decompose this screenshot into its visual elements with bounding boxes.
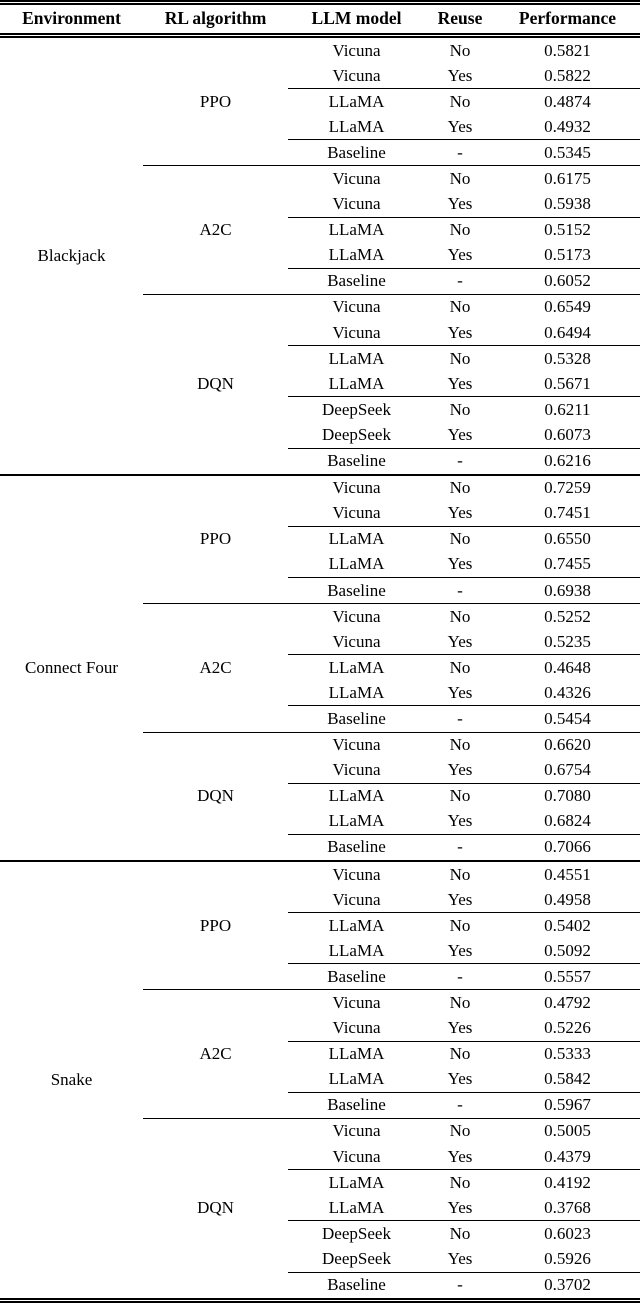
llm-model-cell: LLaMA xyxy=(328,116,385,136)
llm-model-cell: Baseline xyxy=(288,577,425,603)
llm-model-cell: LLaMA xyxy=(288,526,425,552)
llm-model-cell: DeepSeek xyxy=(288,1221,425,1247)
reuse-cell: Yes xyxy=(447,1018,473,1038)
performance-cell: 0.4932 xyxy=(544,116,591,136)
llm-model-cell: Vicuna xyxy=(332,1146,381,1166)
reuse-cell: Yes xyxy=(447,1146,473,1166)
rl-algorithm-cell: A2C xyxy=(143,604,288,732)
performance-cell: 0.6754 xyxy=(544,760,591,780)
reuse-cell: - xyxy=(425,140,495,166)
rl-algorithm-cell: DQN xyxy=(143,732,288,861)
llm-model-cell: LLaMA xyxy=(288,1041,425,1067)
llm-model-cell: Vicuna xyxy=(288,604,425,630)
performance-cell: 0.6620 xyxy=(495,732,640,758)
reuse-cell: Yes xyxy=(447,322,473,342)
llm-model-cell: LLaMA xyxy=(328,245,385,265)
performance-cell: 0.5557 xyxy=(495,964,640,990)
performance-cell: 0.4648 xyxy=(495,655,640,681)
reuse-cell: No xyxy=(425,397,495,423)
performance-cell: 0.7259 xyxy=(495,475,640,501)
performance-cell: 0.7066 xyxy=(495,834,640,861)
performance-cell: 0.5092 xyxy=(544,940,591,960)
reuse-cell: Yes xyxy=(447,1197,473,1217)
performance-cell: 0.6073 xyxy=(544,424,591,444)
performance-cell: 0.5005 xyxy=(495,1118,640,1144)
llm-model-cell: LLaMA xyxy=(288,1170,425,1196)
reuse-cell: Yes xyxy=(447,554,473,574)
reuse-cell: Yes xyxy=(447,811,473,831)
performance-cell: 0.4551 xyxy=(495,861,640,887)
reuse-cell: No xyxy=(425,217,495,243)
llm-model-cell: LLaMA xyxy=(288,783,425,809)
llm-model-cell: Vicuna xyxy=(332,40,381,60)
llm-model-cell: Vicuna xyxy=(288,166,425,192)
environment-cell: Snake xyxy=(0,861,143,1300)
performance-cell: 0.5938 xyxy=(544,194,591,214)
llm-model-cell: Vicuna xyxy=(332,889,381,909)
llm-model-cell: Vicuna xyxy=(288,475,425,501)
performance-cell: 0.4792 xyxy=(495,990,640,1016)
performance-cell: 0.5252 xyxy=(495,604,640,630)
performance-cell: 0.6938 xyxy=(495,577,640,603)
reuse-cell: - xyxy=(425,448,495,475)
header-row xyxy=(0,3,640,36)
llm-model-cell: Vicuna xyxy=(332,322,381,342)
llm-model-cell: Baseline xyxy=(288,706,425,732)
reuse-cell: No xyxy=(425,475,495,501)
performance-cell: 0.5152 xyxy=(495,217,640,243)
col-header-rl-algorithm: RL algorithm xyxy=(143,3,288,36)
reuse-cell: Yes xyxy=(447,245,473,265)
performance-cell: 0.5173 xyxy=(544,245,591,265)
reuse-cell: Yes xyxy=(447,940,473,960)
reuse-cell: - xyxy=(425,964,495,990)
reuse-cell: Yes xyxy=(447,889,473,909)
performance-cell: 0.5967 xyxy=(495,1092,640,1118)
reuse-cell: No xyxy=(425,732,495,758)
reuse-cell: Yes xyxy=(447,116,473,136)
reuse-cell: No xyxy=(425,1221,495,1247)
llm-model-cell: Vicuna xyxy=(332,631,381,651)
performance-cell: 0.4379 xyxy=(544,1146,591,1166)
reuse-cell: No xyxy=(425,1041,495,1067)
llm-model-cell: LLaMA xyxy=(328,940,385,960)
llm-model-cell: Baseline xyxy=(288,1092,425,1118)
performance-cell: 0.5235 xyxy=(544,631,591,651)
reuse-cell: No xyxy=(425,913,495,939)
col-header-environment: Environment xyxy=(0,3,143,36)
rl-algorithm-cell: PPO xyxy=(143,475,288,604)
llm-model-cell: LLaMA xyxy=(328,1069,385,1089)
performance-cell: 0.5454 xyxy=(495,706,640,732)
performance-cell: 0.7080 xyxy=(495,783,640,809)
reuse-cell: No xyxy=(425,783,495,809)
performance-cell: 0.6211 xyxy=(495,397,640,423)
llm-model-cell: Baseline xyxy=(288,268,425,294)
llm-model-cell: Vicuna xyxy=(288,294,425,320)
reuse-cell: No xyxy=(425,89,495,115)
performance-cell: 0.3768 xyxy=(544,1197,591,1217)
rl-algorithm-cell: PPO xyxy=(199,91,232,111)
reuse-cell: - xyxy=(425,706,495,732)
rl-algorithm-cell: PPO xyxy=(143,861,288,990)
performance-cell: 0.7451 xyxy=(544,503,591,523)
performance-cell: 0.7455 xyxy=(544,554,591,574)
rl-algorithm-cell: DQN xyxy=(143,294,288,474)
performance-cell: 0.6023 xyxy=(495,1221,640,1247)
llm-model-cell: Vicuna xyxy=(288,732,425,758)
performance-cell: 0.4192 xyxy=(495,1170,640,1196)
performance-cell: 0.6216 xyxy=(495,448,640,475)
table-row xyxy=(0,475,640,501)
llm-model-cell: LLaMA xyxy=(288,217,425,243)
llm-model-cell: DeepSeek xyxy=(322,424,391,444)
reuse-cell: Yes xyxy=(447,682,473,702)
col-header-llm-model: LLM model xyxy=(288,3,425,36)
performance-cell: 0.3702 xyxy=(495,1272,640,1300)
performance-cell: 0.4874 xyxy=(495,89,640,115)
llm-model-cell: Vicuna xyxy=(332,1018,381,1038)
performance-cell: 0.5926 xyxy=(544,1248,591,1268)
llm-model-cell: Vicuna xyxy=(288,1118,425,1144)
reuse-cell: No xyxy=(425,655,495,681)
llm-model-cell: Baseline xyxy=(288,834,425,861)
llm-model-cell: LLaMA xyxy=(288,655,425,681)
llm-model-cell: Vicuna xyxy=(332,760,381,780)
llm-model-cell: Vicuna xyxy=(288,990,425,1016)
reuse-cell: No xyxy=(425,861,495,887)
performance-cell: 0.5333 xyxy=(495,1041,640,1067)
reuse-cell: Yes xyxy=(447,194,473,214)
reuse-cell: No xyxy=(425,1170,495,1196)
col-header-reuse: Reuse xyxy=(425,3,495,36)
performance-cell: 0.6494 xyxy=(544,322,591,342)
llm-model-cell: LLaMA xyxy=(328,811,385,831)
performance-cell: 0.5402 xyxy=(495,913,640,939)
reuse-cell: No xyxy=(425,294,495,320)
performance-cell: 0.6052 xyxy=(495,268,640,294)
reuse-cell: No xyxy=(425,990,495,1016)
reuse-cell: No xyxy=(425,526,495,552)
reuse-cell: No xyxy=(425,604,495,630)
llm-model-cell: LLaMA xyxy=(328,682,385,702)
performance-cell: 0.6175 xyxy=(495,166,640,192)
performance-cell: 0.5842 xyxy=(544,1069,591,1089)
llm-model-cell: Baseline xyxy=(288,448,425,475)
reuse-cell: Yes xyxy=(447,760,473,780)
reuse-cell: - xyxy=(425,577,495,603)
llm-model-cell: LLaMA xyxy=(288,89,425,115)
table-header xyxy=(0,3,640,36)
rl-algorithm-cell: DQN xyxy=(143,1118,288,1300)
llm-model-cell: Vicuna xyxy=(332,194,381,214)
llm-model-cell: Vicuna xyxy=(288,861,425,887)
reuse-cell: Yes xyxy=(447,503,473,523)
performance-cell: 0.5671 xyxy=(544,373,591,393)
performance-cell: 0.4958 xyxy=(544,889,591,909)
reuse-cell: - xyxy=(425,1272,495,1300)
llm-model-cell: Baseline xyxy=(288,1272,425,1300)
llm-model-cell: Vicuna xyxy=(332,65,381,85)
rl-algorithm-cell: A2C xyxy=(143,990,288,1118)
performance-cell: 0.4326 xyxy=(544,682,591,702)
llm-model-cell: DeepSeek xyxy=(288,397,425,423)
environment-cell: Blackjack xyxy=(37,245,106,265)
reuse-cell: No xyxy=(449,40,471,60)
performance-cell: 0.5345 xyxy=(495,140,640,166)
rl-algorithm-cell: A2C xyxy=(143,166,288,294)
llm-model-cell: Vicuna xyxy=(332,503,381,523)
performance-cell: 0.5821 xyxy=(544,40,591,60)
reuse-cell: Yes xyxy=(447,631,473,651)
performance-cell: 0.5328 xyxy=(495,346,640,372)
performance-cell: 0.5822 xyxy=(544,65,591,85)
llm-model-cell: LLaMA xyxy=(288,346,425,372)
performance-cell: 0.6824 xyxy=(544,811,591,831)
reuse-cell: Yes xyxy=(447,65,473,85)
performance-cell: 0.6550 xyxy=(495,526,640,552)
results-table-body xyxy=(0,36,640,1301)
reuse-cell: Yes xyxy=(447,1069,473,1089)
reuse-cell: Yes xyxy=(447,424,473,444)
reuse-cell: - xyxy=(425,1092,495,1118)
reuse-cell: Yes xyxy=(447,1248,473,1268)
llm-model-cell: LLaMA xyxy=(288,913,425,939)
table-row xyxy=(0,36,640,64)
llm-model-cell: Baseline xyxy=(288,140,425,166)
llm-model-cell: Baseline xyxy=(288,964,425,990)
performance-cell: 0.5226 xyxy=(544,1018,591,1038)
reuse-cell: No xyxy=(425,1118,495,1144)
reuse-cell: - xyxy=(425,268,495,294)
llm-model-cell: LLaMA xyxy=(328,1197,385,1217)
table-row xyxy=(0,861,640,887)
reuse-cell: No xyxy=(425,346,495,372)
llm-model-cell: DeepSeek xyxy=(322,1248,391,1268)
llm-model-cell: LLaMA xyxy=(328,373,385,393)
reuse-cell: - xyxy=(425,834,495,861)
col-header-performance: Performance xyxy=(495,3,640,36)
reuse-cell: No xyxy=(425,166,495,192)
reuse-cell: Yes xyxy=(447,373,473,393)
environment-cell: Connect Four xyxy=(0,475,143,861)
performance-cell: 0.6549 xyxy=(495,294,640,320)
llm-model-cell: LLaMA xyxy=(328,554,385,574)
